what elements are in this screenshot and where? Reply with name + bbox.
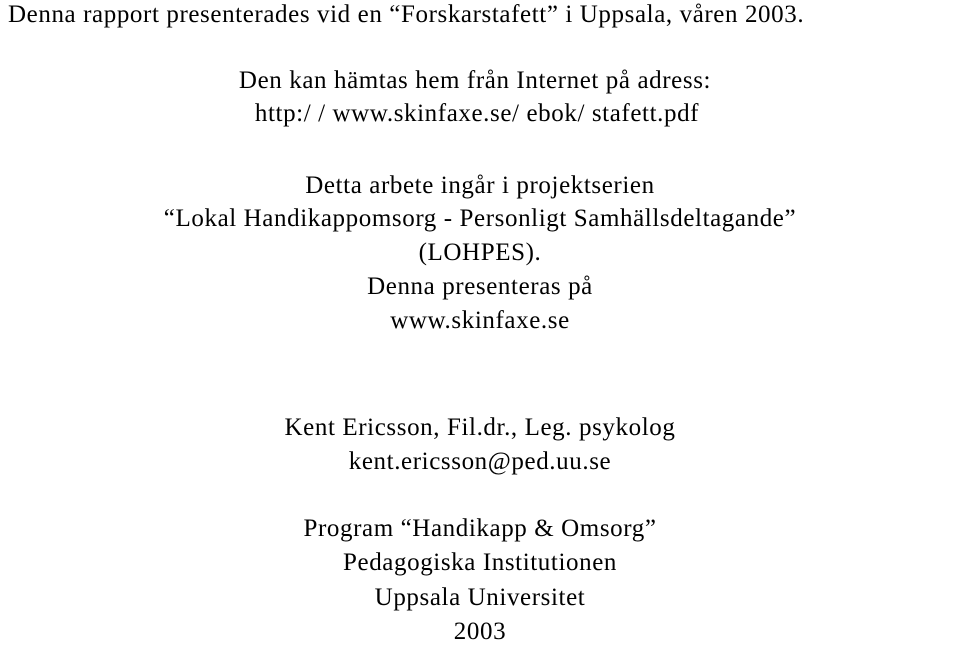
series-website: www.skinfaxe.se	[390, 307, 570, 334]
series-abbreviation: (LOHPES).	[418, 239, 542, 266]
series-title: “Lokal Handikappomsorg - Personligt Samhällsdeltagande”	[163, 205, 797, 232]
author-name: Kent Ericsson, Fil.dr., Leg. psykolog	[284, 414, 676, 441]
author-email: kent.ericsson@ped.uu.se	[348, 448, 612, 475]
download-url: http:/ / www.skinfaxe.se/ ebok/ stafett.pdf	[254, 100, 700, 127]
university-name: Uppsala Universitet	[374, 584, 586, 611]
publication-year: 2003	[453, 618, 507, 645]
series-intro: Detta arbete ingår i projektserien	[305, 172, 655, 199]
program-name: Program “Handikapp & Omsorg”	[303, 515, 657, 542]
download-label: Den kan hämtas hem från Internet på adress:	[238, 67, 712, 94]
series-presented-label: Denna presenteras på	[367, 273, 593, 300]
presented-line: Denna rapport presenterades vid en “Forskarstafett” i Uppsala, våren 2003.	[8, 1, 805, 28]
department-name: Pedagogiska Institutionen	[343, 549, 617, 576]
